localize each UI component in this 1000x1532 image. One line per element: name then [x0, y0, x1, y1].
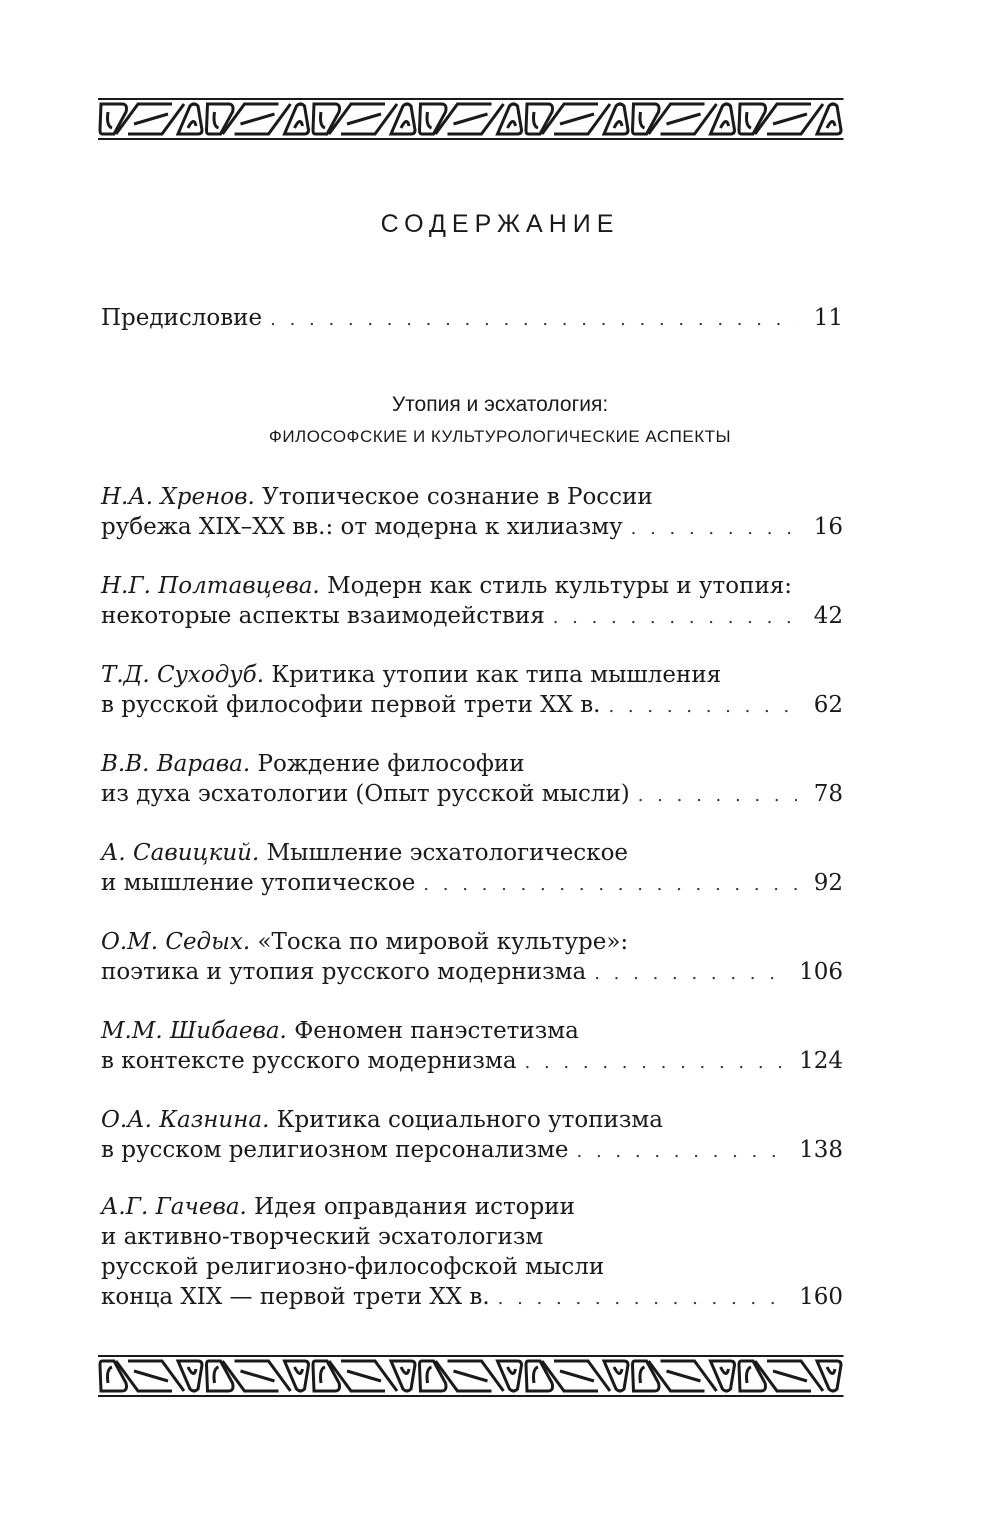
ornament-stroke	[420, 104, 447, 134]
ornament-stroke	[526, 104, 553, 134]
toc-page-number: 42	[813, 603, 843, 629]
toc-page-number: 138	[799, 1137, 843, 1163]
ornament-stroke	[100, 1361, 127, 1391]
ornament-stroke	[108, 112, 113, 128]
toc-author: О.М. Седых.	[101, 929, 251, 955]
leader-dots	[498, 1284, 789, 1314]
toc-page-number: 160	[799, 1284, 843, 1310]
ornament-stroke	[313, 1361, 340, 1391]
ornament-stroke	[454, 114, 488, 124]
toc-page-number: 16	[813, 514, 843, 540]
leader-dots	[638, 781, 797, 811]
leader-dots	[594, 959, 789, 989]
toc-entry-7-line1[interactable]	[101, 1016, 579, 1046]
toc-entry-6-line2[interactable]	[101, 957, 843, 989]
bottom-ornament-border-icon	[98, 1353, 844, 1399]
section-heading-line1: Утопия и эсхатология:	[391, 393, 609, 416]
ornament-stroke	[667, 114, 701, 124]
ornament-stroke	[640, 112, 645, 128]
toc-entry-9-line2[interactable]	[101, 1222, 543, 1252]
ornament-stroke	[640, 1367, 645, 1383]
ornament-stroke	[214, 112, 219, 128]
toc-entry-2-line1[interactable]	[101, 571, 792, 601]
ornament-stroke	[108, 1367, 113, 1383]
toc-entry-6-line1[interactable]	[101, 927, 628, 957]
ornament-stroke	[207, 1361, 234, 1391]
ornament-stroke	[313, 104, 340, 134]
toc-entry-9-line4[interactable]	[101, 1282, 843, 1314]
ornament-stroke	[667, 1371, 701, 1381]
ornament-stroke	[134, 114, 168, 124]
ornament-stroke	[614, 121, 622, 128]
ornament-stroke	[321, 112, 326, 128]
toc-author: А.Г. Гачева.	[101, 1194, 247, 1220]
ornament-stroke	[401, 1367, 409, 1374]
toc-title-part: Идея оправдания истории	[254, 1194, 575, 1220]
toc-author: Т.Д. Суходуб.	[101, 662, 264, 688]
toc-author: В.В. Варава.	[101, 751, 251, 777]
toc-title-part: рубежа XIX–XX вв.: от модерна к хилиазму	[101, 514, 623, 540]
ornament-stroke	[454, 1371, 488, 1381]
ornament-stroke	[633, 104, 660, 134]
ornament-stroke	[134, 1371, 168, 1381]
toc-title-part: в русской философии первой трети XX в.	[101, 692, 601, 718]
ornament-stroke	[508, 121, 516, 128]
toc-title-part: Рождение философии	[257, 751, 525, 777]
ornament-stroke	[241, 1371, 275, 1381]
ornament-stroke	[739, 104, 766, 134]
ornament-stroke	[721, 1367, 729, 1374]
leader-dots	[423, 870, 797, 900]
toc-entry-4-line1[interactable]	[101, 749, 525, 779]
leader-dots	[553, 603, 797, 633]
toc-title-part: Критика утопии как типа мышления	[271, 662, 722, 688]
ornament-stroke	[633, 1361, 660, 1391]
ornament-stroke	[347, 114, 381, 124]
toc-entry-5-line2[interactable]	[101, 868, 843, 900]
ornament-stroke	[420, 1361, 447, 1391]
ornament-stroke	[739, 1361, 766, 1391]
ornament-stroke	[614, 1367, 622, 1374]
toc-author: Н.Г. Полтавцева.	[101, 573, 320, 599]
toc-title-part: и активно-творческий эсхатологизм	[101, 1224, 544, 1250]
ornament-stroke	[560, 114, 594, 124]
toc-title-part: Феномен панэстетизма	[294, 1018, 579, 1044]
ornament-stroke	[427, 1367, 432, 1383]
toc-entry-4-line2[interactable]	[101, 779, 843, 811]
ornament-stroke	[427, 112, 432, 128]
leader-dots	[631, 514, 797, 544]
toc-entry-9-line3[interactable]	[101, 1252, 604, 1282]
ornament-stroke	[214, 1367, 219, 1383]
ornament-stroke	[560, 1371, 594, 1381]
ornament-stroke	[207, 104, 234, 134]
toc-title-part: Критика социального утопизма	[276, 1107, 664, 1133]
ornament-stroke	[347, 1371, 381, 1381]
toc-entry-preface[interactable]	[101, 303, 843, 335]
toc-page-number: 106	[799, 959, 843, 985]
toc-title-part: Мышление эсхатологическое	[266, 840, 629, 866]
section-heading-line2: ФИЛОСОФСКИЕ И КУЛЬТУРОЛОГИЧЕСКИЕ АСПЕКТЫ	[268, 427, 732, 446]
toc-entry-1-line1[interactable]	[101, 482, 653, 512]
leader-dots	[608, 692, 797, 722]
toc-title-part: конца XIX — первой трети XX в.	[101, 1284, 490, 1310]
toc-title-part: в русском религиозном персонализме	[101, 1137, 569, 1163]
toc-page-number: 92	[813, 870, 843, 896]
toc-entry-5-line1[interactable]	[101, 838, 628, 868]
ornament-stroke	[188, 121, 196, 128]
toc-title-part: в контексте русского модернизма	[101, 1048, 517, 1074]
ornament-stroke	[188, 1367, 196, 1374]
ornament-stroke	[401, 121, 409, 128]
toc-entry-2-line2[interactable]	[101, 601, 843, 633]
ornament-stroke	[827, 121, 835, 128]
toc-title-part: Модерн как стиль культуры и утопия:	[327, 573, 793, 599]
leader-dots	[577, 1137, 790, 1167]
ornament-stroke	[534, 112, 539, 128]
toc-author: А. Савицкий.	[101, 840, 260, 866]
toc-title-part: Утопическое сознание в России	[262, 484, 653, 510]
toc-author: М.М. Шибаева.	[101, 1018, 287, 1044]
toc-title-part: «Тоска по мировой культуре»:	[257, 929, 629, 955]
ornament-stroke	[773, 114, 807, 124]
leader-dots	[525, 1048, 790, 1078]
toc-title-part: и мышление утопическое	[101, 870, 416, 896]
ornament-stroke	[747, 112, 752, 128]
ornament-stroke	[534, 1367, 539, 1383]
ornament-stroke	[827, 1367, 835, 1374]
toc-title-part: некоторые аспекты взаимодействия	[101, 603, 545, 629]
toc-page-number: 78	[813, 781, 843, 807]
toc-entry-1-line2[interactable]	[101, 512, 843, 544]
toc-entry-9-line1[interactable]	[101, 1192, 575, 1222]
ornament-stroke	[295, 121, 303, 128]
ornament-stroke	[526, 1361, 553, 1391]
toc-author: О.А. Казнина.	[101, 1107, 270, 1133]
toc-entry-8-line2[interactable]	[101, 1135, 843, 1167]
toc-title-part: русской религиозно-философской мысли	[101, 1254, 605, 1280]
toc-entry-3-line2[interactable]	[101, 690, 843, 722]
toc-entry-8-line1[interactable]	[101, 1105, 663, 1135]
toc-entry-7-line2[interactable]	[101, 1046, 843, 1078]
ornament-stroke	[321, 1367, 326, 1383]
ornament-stroke	[747, 1367, 752, 1383]
top-ornament-border-icon	[98, 96, 844, 142]
ornament-stroke	[241, 114, 275, 124]
ornament-stroke	[508, 1367, 516, 1374]
toc-title-part: из духа эсхатологии (Опыт русской мысли)	[101, 781, 630, 807]
toc-page-number: 62	[813, 692, 843, 718]
toc-page-number: 11	[813, 305, 843, 331]
toc-entry-label: Предисловие	[101, 305, 263, 331]
toc-author: Н.А. Хренов.	[101, 484, 255, 510]
toc-entry-3-line1[interactable]	[101, 660, 721, 690]
toc-page-number: 124	[799, 1048, 843, 1074]
page-title: СОДЕРЖАНИЕ	[380, 210, 620, 238]
ornament-stroke	[773, 1371, 807, 1381]
ornament-stroke	[721, 121, 729, 128]
ornament-stroke	[295, 1367, 303, 1374]
ornament-stroke	[100, 104, 127, 134]
leader-dots	[270, 305, 797, 335]
toc-title-part: поэтика и утопия русского модернизма	[101, 959, 587, 985]
